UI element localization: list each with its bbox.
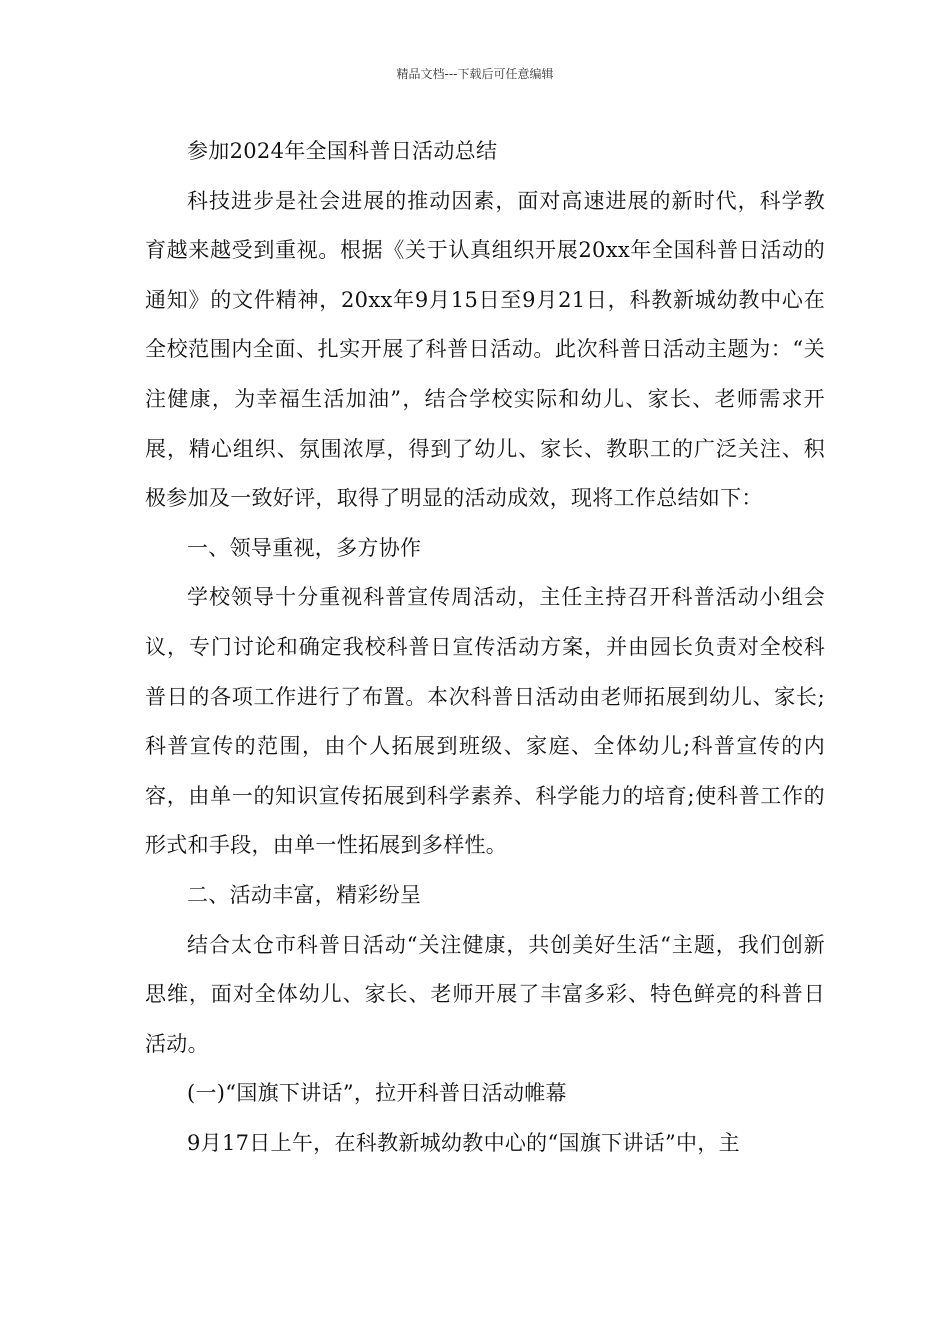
document-body [145,127,825,1168]
subsection-heading-1: (一)“国旗下讲话”，拉开科普日活动帷幕 [187,1081,567,1106]
document-title: 参加2024年全国科普日活动总结 [187,139,498,163]
paragraph-leadership: 学校领导十分重视科普宣传周活动，主任主持召开科普活动小组会议，专门讨论和确定我校科普日宣传活动方案，并由园长负责对全校科普日的各项工作进行了布置。本次科普日活动由老师拓展到幼儿、家长;科普宣传的范围，由个人拓展到班级、家庭、全体幼儿;科普宣传的内容，由单一的知识宣传拓展到科学素养、科学能力的培育;使科普工作的形式和手段，由单一性拓展到多样性。 [145,585,825,858]
paragraph-intro: 科技进步是社会进展的推动因素，面对高速进展的新时代，科学教育越来越受到重视。根据《关于认真组织开展20xx年全国科普日活动的通知》的文件精神，20xx年9月15日至9月21日，科教新城幼教中心在全校范围内全面、扎实开展了科普日活动。此次科普日活动主题为：“关注健康，为幸福生活加油”，结合学校实际和幼儿、家长、老师需求开展，精心组织、氛围浓厚，得到了幼儿、家长、教职工的广泛关注、积极参加及一致好评，取得了明显的活动成效，现将工作总结如下： [145,188,825,511]
section-heading-2: 二、活动丰富，精彩纷呈 [187,882,422,907]
section-heading-1: 一、领导重视，多方协作 [187,535,422,560]
paragraph-activities: 结合太仓市科普日活动“关注健康，共创美好生活“主题，我们创新思维，面对全体幼儿、家长、老师开展了丰富多彩、特色鲜亮的科普日活动。 [145,932,825,1056]
page-header: 精品文档---下载后可任意编辑 [396,67,554,81]
paragraph-flag-speech: 9月17日上午，在科教新城幼教中心的“国旗下讲话”中，主 [187,1130,740,1155]
